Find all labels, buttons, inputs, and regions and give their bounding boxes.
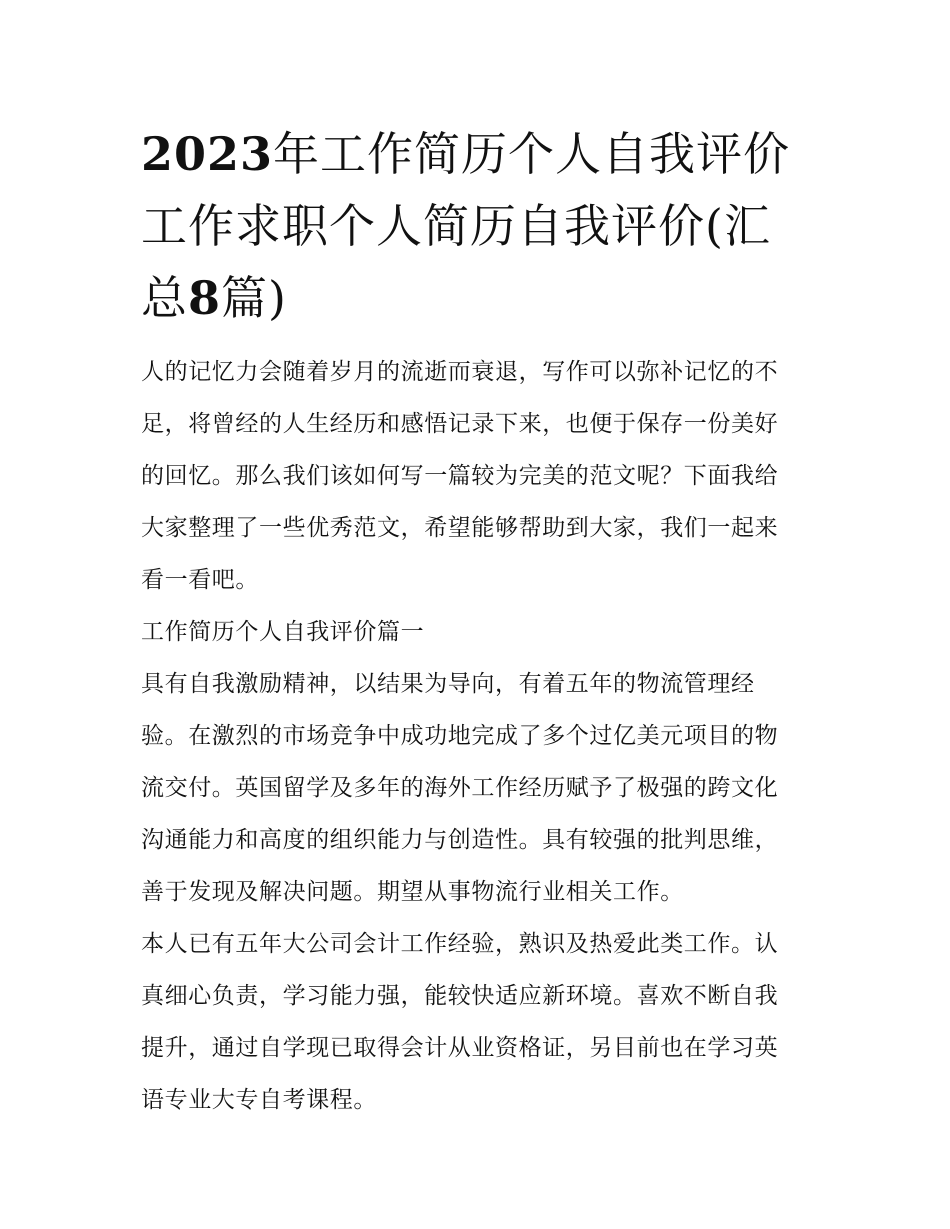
intro-line: 大家整理了一些优秀范文，希望能够帮助到大家，我们一起来	[141, 515, 779, 541]
paragraph-line: 流交付。英国留学及多年的海外工作经历赋予了极强的跨文化	[141, 775, 779, 801]
title-text-3b: 篇)	[221, 271, 287, 325]
document-page	[141, 118, 813, 1126]
intro-paragraph	[141, 346, 813, 606]
paragraph-1	[141, 658, 813, 918]
title-line-2	[141, 190, 813, 262]
paragraph-2	[141, 918, 813, 1126]
paragraph-line: 本人已有五年大公司会计工作经验，熟识及热爱此类工作。认	[141, 931, 779, 957]
document-body	[141, 346, 813, 1126]
title-text-2: 工作求职个人简历自我评价(汇	[141, 199, 771, 253]
document-title	[141, 118, 813, 334]
paragraph-line: 具有自我激励精神，以结果为导向，有着五年的物流管理经	[141, 671, 755, 697]
intro-line: 人的记忆力会随着岁月的流逝而衰退，写作可以弥补记忆的不	[141, 359, 779, 385]
intro-line: 看一看吧。	[141, 567, 259, 593]
title-line-3	[141, 262, 813, 334]
paragraph-line: 提升，通过自学现已取得会计从业资格证，另目前也在学习英	[141, 1035, 779, 1061]
intro-line: 的回忆。那么我们该如何写一篇较为完美的范文呢？下面我给	[141, 463, 779, 489]
title-count: 8	[188, 271, 222, 325]
paragraph-line: 真细心负责，学习能力强，能较快适应新环境。喜欢不断自我	[141, 983, 779, 1009]
title-text-3a: 总	[141, 271, 188, 325]
section-heading: 工作简历个人自我评价篇一	[141, 619, 425, 645]
paragraph-line: 验。在激烈的市场竞争中成功地完成了多个过亿美元项目的物	[141, 723, 779, 749]
title-text-1: 年工作简历个人自我评价	[273, 127, 791, 181]
intro-line: 足，将曾经的人生经历和感悟记录下来，也便于保存一份美好	[141, 411, 779, 437]
paragraph-line: 沟通能力和高度的组织能力与创造性。具有较强的批判思维，	[141, 827, 779, 853]
title-line-1	[141, 118, 813, 190]
title-year: 2023	[141, 127, 274, 181]
paragraph-line: 善于发现及解决问题。期望从事物流行业相关工作。	[141, 879, 684, 905]
paragraph-line: 语专业大专自考课程。	[141, 1087, 377, 1113]
